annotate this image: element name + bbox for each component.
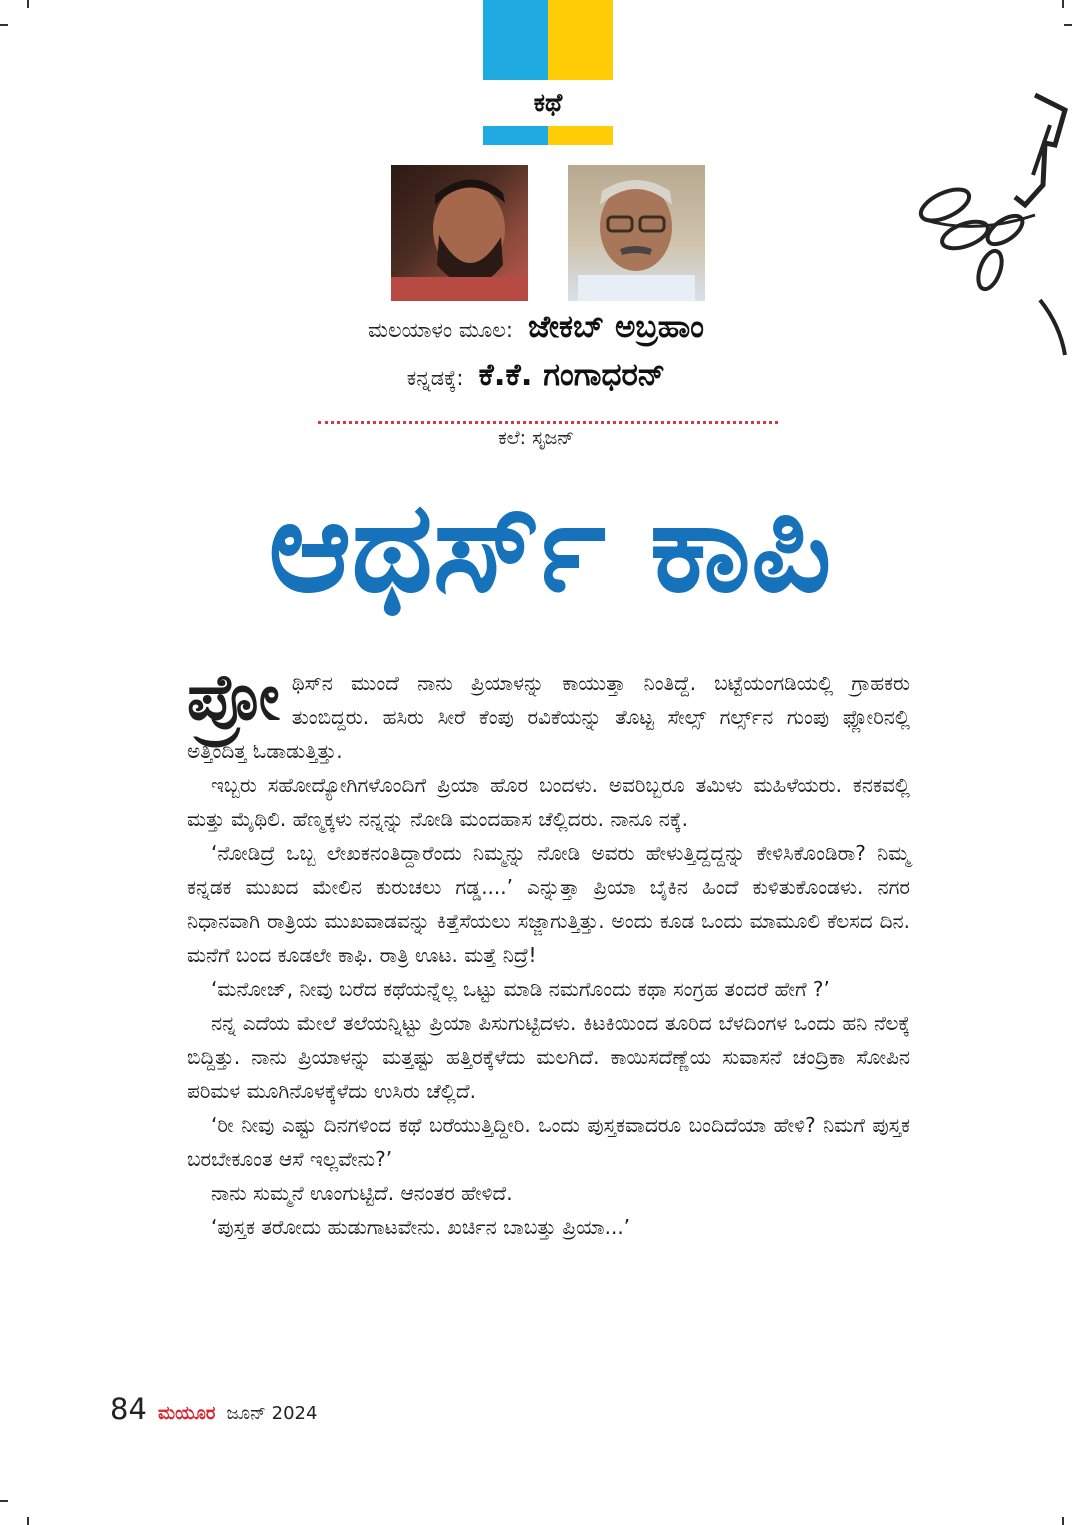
crop-mark (0, 1500, 8, 1502)
crop-mark (27, 1517, 29, 1525)
badge-color-block (483, 0, 613, 80)
original-author-name: ಜೇಕಬ್ ಅಬ್ರಹಾಂ (528, 309, 704, 345)
paragraph: ‘ರೀ ನೀವು ಎಷ್ಟು ದಿನಗಳಿಂದ ಕಥೆ ಬರೆಯುತ್ತಿದ್ದೀರಿ. ಒಂದು ಪುಸ್ತಕವಾದರೂ ಬಂದಿದೆಯಾ ಹೇಳಿ? ನಿಮಗೆ ಪುಸ್ತಕ ಬರಬೇಕೂಂತ ಆಸೆ ಇಲ್ಲವೇನು?’ (187, 1113, 910, 1171)
paragraph-text: ಥಿಸ್‌ನ ಮುಂದೆ ನಾನು ಪ್ರಿಯಾಳನ್ನು ಕಾಯುತ್ತಾ ನಿಂತಿದ್ದೆ. ಬಟ್ಟೆಯಂಗಡಿಯಲ್ಲಿ ಗ್ರಾಹಕರು ತುಂಬಿದ್ದರು. ಹಸಿರು ಸೀರೆ ಕೆಂಪು ರವಿಕೆಯನ್ನು ತೊಟ್ಟ ಸೇಲ್ಸ್ ಗರ್ಲ್ಸ್‌ನ ಗುಂಪು ಫ್ಲೋರಿನಲ್ಲಿ ಅತ್ತಿಂದಿತ್ತ ಓಡಾಡುತ್ತಿತ್ತು. (187, 671, 910, 763)
paragraph: ‘ಮನೋಜ್, ನೀವು ಬರೆದ ಕಥೆಯನ್ನೆಲ್ಲ ಒಟ್ಟು ಮಾಡಿ ನಮಗೊಂದು ಕಥಾ ಸಂಗ್ರಹ ತಂದರೆ ಹೇಗೆ ?’ (211, 977, 830, 1001)
page-footer (110, 1392, 317, 1426)
dotted-divider (318, 421, 778, 424)
section-badge (483, 0, 613, 145)
translator-credit (0, 357, 1072, 394)
section-label: ಕಥೆ (533, 88, 563, 117)
paragraph: ನಾನು ಸುಮ್ಮನೆ ಊಂಗುಟ್ಟಿದೆ. ಆನಂತರ ಹೇಳಿದೆ. (211, 1181, 513, 1205)
paragraph (187, 661, 910, 768)
translation-label: ಕನ್ನಡಕ್ಕೆ: (406, 366, 464, 390)
paragraph: ನನ್ನ ಎದೆಯ ಮೇಲೆ ತಲೆಯನ್ನಿಟ್ಟು ಪ್ರಿಯಾ ಪಿಸುಗುಟ್ಟಿದಳು. ಕಿಟಕಿಯಿಂದ ತೂರಿದ ಬೆಳದಿಂಗಳ ಒಂದು ಹನಿ ನೆಲಕ್ಕೆ ಬಿದ್ದಿತ್ತು. ನಾನು ಪ್ರಿಯಾಳನ್ನು ಮತ್ತಷ್ಟು ಹತ್ತಿರಕ್ಕೆಳೆದು ಮಲಗಿದೆ. ಕಾಯಿಸದೆಣ್ಣೆಯ ಸುವಾಸನೆ ಚಂದ್ರಿಕಾ ಸೋಪಿನ ಪರಿಮಳ ಮೂಗಿನೊಳಕ್ಕೆಳೆದು ಉಸಿರು ಚೆಲ್ಲಿದೆ. (187, 1011, 910, 1103)
art-credit: ಕಲೆ: ಸೃಜನ್ (498, 427, 574, 449)
crop-mark (0, 24, 8, 26)
badge-color-bar (483, 126, 613, 145)
paragraph: ಇಬ್ಬರು ಸಹೋದ್ಯೋಗಿಗಳೊಂದಿಗೆ ಪ್ರಿಯಾ ಹೊರ ಬಂದಳು. ಅವರಿಬ್ಬರೂ ತಮಿಳು ಮಹಿಳೆಯರು. ಕನಕವಲ್ಲಿ ಮತ್ತು ಮೈಥಿಲಿ. ಹೆಣ್ಮಕ್ಕಳು ನನ್ನನ್ನು ನೋಡಿ ಮಂದಹಾಸ ಚೆಲ್ಲಿದರು. ನಾನೂ ನಕ್ಕೆ. (187, 773, 910, 831)
drop-cap: ಪ್ರೋ (187, 661, 280, 735)
story-title: ಆಥರ್ಸ್ ಕಾಪಿ (268, 473, 832, 620)
author-photo (391, 165, 528, 301)
article-body (187, 661, 910, 1244)
crop-mark (1062, 0, 1064, 8)
translator-name: ಕೆ.ಕೆ. ಗಂಗಾಧರನ್ (478, 357, 666, 393)
issue-date: ಜೂನ್ 2024 (226, 1403, 318, 1424)
crop-mark (27, 0, 29, 8)
original-label: ಮಲಯಾಳಂ ಮೂಲ: (368, 318, 513, 342)
original-author-credit (0, 309, 1072, 346)
crop-mark (1062, 1517, 1064, 1525)
page-number: 84 (110, 1392, 147, 1426)
magazine-name: ಮಯೂರ (158, 1403, 216, 1424)
paragraph: ‘ಪುಸ್ತಕ ತರೋದು ಹುಡುಗಾಟವೇನು. ಖರ್ಚಿನ ಬಾಬತ್ತು ಪ್ರಿಯಾ...’ (211, 1215, 631, 1239)
paragraph: ‘ನೋಡಿದ್ರೆ ಒಬ್ಬ ಲೇಖಕನಂತಿದ್ದಾರೆಂದು ನಿಮ್ಮನ್ನು ನೋಡಿ ಅವರು ಹೇಳುತ್ತಿದ್ದದ್ದನ್ನು ಕೇಳಿಸಿಕೊಂಡಿರಾ? ನಿಮ್ಮ ಕನ್ನಡಕ ಮುಖದ ಮೇಲಿನ ಕುರುಚಲು ಗಡ್ಡ....’ ಎನ್ನುತ್ತಾ ಪ್ರಿಯಾ ಬೈಕಿನ ಹಿಂದೆ ಕುಳಿತುಕೊಂಡಳು. ನಗರ ನಿಧಾನವಾಗಿ ರಾತ್ರಿಯ ಮುಖವಾಡವನ್ನು ಕಿತ್ತೆಸೆಯಲು ಸಜ್ಜಾಗುತ್ತಿತ್ತು. ಅಂದು ಕೂಡ ಒಂದು ಮಾಮೂಲಿ ಕೆಲಸದ ದಿನ. ಮನೆಗೆ ಬಂದ ಕೂಡಲೇ ಕಾಫಿ. ರಾತ್ರಿ ಊಟ. ಮತ್ತೆ ನಿದ್ರೆ! (187, 841, 910, 967)
crop-mark (1064, 24, 1072, 26)
translator-photo (568, 165, 705, 301)
